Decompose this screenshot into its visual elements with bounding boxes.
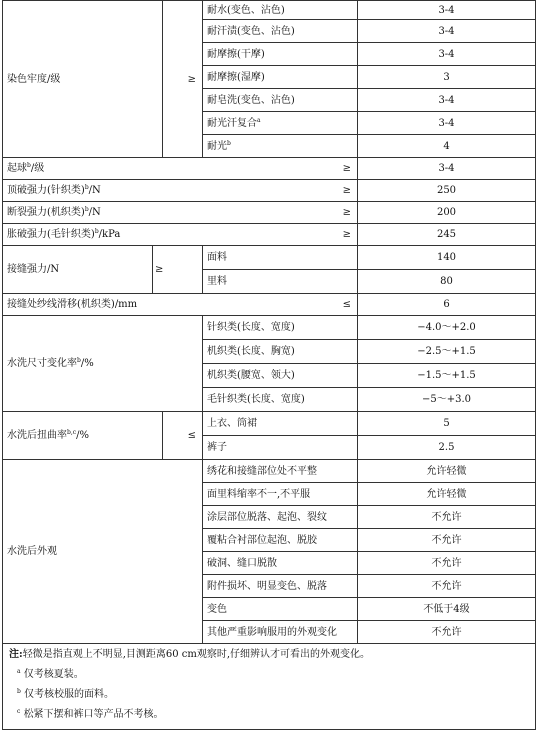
item-bursting-wool: ≥ 胀破强力(毛针织类)$^b$/kPa xyxy=(3,224,358,246)
sub-item-label: 附件损坏、明显变色、脱落 xyxy=(203,575,358,598)
value-cell: −4.0～+2.0 xyxy=(358,316,536,340)
operator-cell: ≥ xyxy=(163,1,203,158)
footnote-list xyxy=(9,665,529,725)
operator: ≥ xyxy=(342,207,351,218)
category-spirality: 水洗后扭曲率$^{b,c}$/% xyxy=(3,412,163,460)
value-cell: 140 xyxy=(358,246,536,270)
sub-item-label: 覆粘合衬部位起泡、脱胶 xyxy=(203,529,358,552)
value-cell: 不允许 xyxy=(358,575,536,598)
footnote-item: $^b$ 仅考核校服的面料。 xyxy=(17,688,115,700)
footnote-mark: a xyxy=(17,668,21,675)
sub-item-label: 绣花和接缝部位处不平整 xyxy=(203,460,358,483)
item-breaking-woven: ≥ 断裂强力(机织类)$^b$/N xyxy=(3,202,358,224)
footnote-item: $^c$ 松紧下摆和裤口等产品不考核。 xyxy=(17,708,164,720)
value-cell: 6 xyxy=(358,294,536,316)
footnote-item: $^a$ 仅考核夏装。 xyxy=(17,668,84,680)
value-cell: 3-4 xyxy=(358,20,536,43)
category-dimensional-change: 水洗尺寸变化率$^b$/% xyxy=(3,316,203,412)
value-cell: 4 xyxy=(358,135,536,158)
sub-item-label: 针织类(长度、宽度) xyxy=(203,316,358,340)
item-bursting-knit: ≥ 顶破强力(针织类)$^b$/N xyxy=(3,180,358,202)
sub-item-label: 面料 xyxy=(203,246,358,270)
value-cell: 3-4 xyxy=(358,112,536,135)
operator: ≥ xyxy=(342,229,351,240)
value-cell: 允许轻微 xyxy=(358,483,536,506)
sub-item-label: 其他严重影响服用的外观变化 xyxy=(203,621,358,644)
value-cell: 3-4 xyxy=(358,158,536,180)
value-cell: 3 xyxy=(358,66,536,89)
value-cell: 不允许 xyxy=(358,529,536,552)
sub-item-label: 破洞、缝口脱散 xyxy=(203,552,358,575)
category-dye-fastness: 染色牢度/级 xyxy=(3,1,163,158)
value-cell: 3-4 xyxy=(358,43,536,66)
sub-item-label: 耐摩擦(干摩) xyxy=(203,43,358,66)
value-cell: 5 xyxy=(358,412,536,436)
sub-item-label: 耐水(变色、沾色) xyxy=(203,1,358,20)
value-cell: 允许轻微 xyxy=(358,460,536,483)
note-label: 注: xyxy=(9,649,23,660)
sub-item-label: 耐光汗复合$^a$ xyxy=(203,112,358,135)
value-cell: 不允许 xyxy=(358,621,536,644)
value-cell: 3-4 xyxy=(358,89,536,112)
value-cell: −1.5～+1.5 xyxy=(358,364,536,388)
value-cell: −5～+3.0 xyxy=(358,388,536,412)
value-cell: 200 xyxy=(358,202,536,224)
sub-item-label: 耐摩擦(湿摩) xyxy=(203,66,358,89)
item-seam-slippage: ≤ 接缝处纱线滑移(机织类)/mm xyxy=(3,294,358,316)
footnote-mark: b xyxy=(17,688,21,695)
spec-table xyxy=(2,0,536,730)
category-appearance-after-wash: 水洗后外观 xyxy=(3,460,203,644)
operator: ≥ xyxy=(342,163,351,174)
footnote-mark: b xyxy=(227,139,231,147)
sub-item-label: 涂层部位脱落、起泡、裂纹 xyxy=(203,506,358,529)
note-text: 轻微是指直观上不明显,目测距离60 cm观察时,仔细辨认才可看出的外观变化。 xyxy=(22,649,371,660)
operator-cell: ≥ xyxy=(153,246,203,294)
sub-item-label: 毛针织类(长度、宽度) xyxy=(203,388,358,412)
value-cell: 不低于4级 xyxy=(358,598,536,621)
footnote-mark: c xyxy=(17,708,21,715)
sub-item-label: 上衣、筒裙 xyxy=(203,412,358,436)
sub-item-label: 机织类(腰宽、领大) xyxy=(203,364,358,388)
category-seam-strength: 接缝强力/N xyxy=(3,246,153,294)
sub-item-label: 变色 xyxy=(203,598,358,621)
table-notes xyxy=(3,644,536,730)
sub-item-label: 里料 xyxy=(203,270,358,294)
sub-item-label: 耐汗渍(变色、沾色) xyxy=(203,20,358,43)
operator: ≤ xyxy=(342,299,351,310)
value-cell: 3-4 xyxy=(358,1,536,20)
value-cell: 245 xyxy=(358,224,536,246)
operator-cell: ≤ xyxy=(163,412,203,460)
value-cell: 2.5 xyxy=(358,436,536,460)
value-cell: 250 xyxy=(358,180,536,202)
note-line xyxy=(9,648,529,661)
sub-item-label: 耐光$^b$ xyxy=(203,135,358,158)
sub-item-label: 面里料缩率不一,不平服 xyxy=(203,483,358,506)
operator: ≥ xyxy=(342,185,351,196)
value-cell: −2.5～+1.5 xyxy=(358,340,536,364)
sub-item-label: 机织类(长度、胸宽) xyxy=(203,340,358,364)
value-cell: 不允许 xyxy=(358,552,536,575)
item-pilling: ≥ 起球$^b$/级 xyxy=(3,158,358,180)
sub-item-label: 耐皂洗(变色、沾色) xyxy=(203,89,358,112)
sub-item-label: 裤子 xyxy=(203,436,358,460)
value-cell: 不允许 xyxy=(358,506,536,529)
footnote-mark: a xyxy=(257,116,261,124)
value-cell: 80 xyxy=(358,270,536,294)
